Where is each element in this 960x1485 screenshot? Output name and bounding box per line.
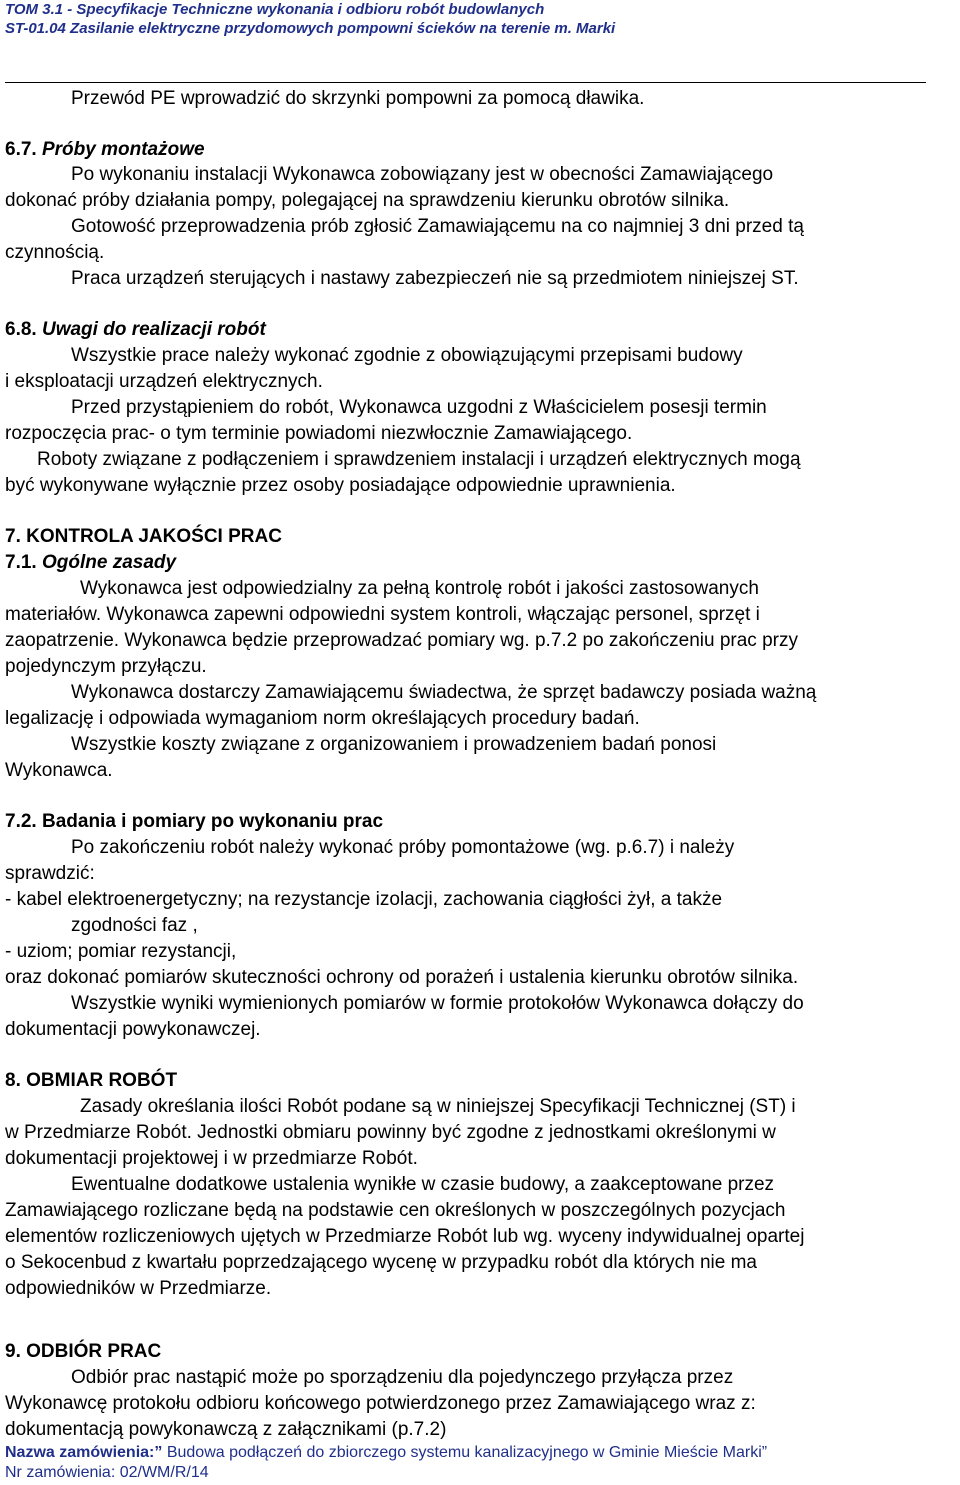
paragraph-line: Praca urządzeń sterujących i nastawy zabezpieczeń nie są przedmiotem niniejszej ST. — [71, 268, 799, 289]
paragraph-line: Gotowość przeprowadzenia prób zgłosić Zamawiającemu na co najmniej 3 dni przed tą — [71, 216, 804, 237]
paragraph-line: dokumentacją powykonawczą z załącznikami (p.7.2) — [5, 1419, 447, 1440]
paragraph-line: Zasady określania ilości Robót podane są w niniejszej Specyfikacji Technicznej (ST) i — [80, 1096, 796, 1117]
paragraph-line: Wszystkie prace należy wykonać zgodnie z obowiązującymi przepisami budowy — [71, 345, 743, 366]
section-heading-9: 9. ODBIÓR PRAC — [5, 1341, 162, 1362]
paragraph-line: i eksploatacji urządzeń elektrycznych. — [5, 371, 323, 392]
list-item: - kabel elektroenergetyczny; na rezystancje izolacji, zachowania ciągłości żył, a także — [5, 889, 723, 910]
paragraph-line: materiałów. Wykonawca zapewni odpowiedni system kontroli, włączając personel, sprzęt i — [5, 604, 760, 625]
paragraph-line: Wykonawcę protokołu odbioru końcowego potwierdzonego przez Zamawiającego wraz z: — [5, 1393, 756, 1414]
paragraph-line: w Przedmiarze Robót. Jednostki obmiaru powinny być zgodne z jednostkami określonymi w — [5, 1122, 776, 1143]
paragraph-line: elementów rozliczeniowych ujętych w Przedmiarze Robót lub wg. wyceny indywidualnej opartej — [5, 1226, 805, 1247]
paragraph-line: pojedynczym przyłączu. — [5, 656, 207, 677]
footer-order-name-label: Nazwa zamówienia:” — [5, 1444, 163, 1461]
paragraph-line: rozpoczęcia prac- o tym terminie powiadomi niezwłocznie Zamawiającego. — [5, 423, 633, 444]
list-item-continuation: zgodności faz , — [71, 915, 198, 936]
section-heading-7: 7. KONTROLA JAKOŚCI PRAC — [5, 526, 282, 547]
paragraph-line: Wszystkie wyniki wymienionych pomiarów w formie protokołów Wykonawca dołączy do — [71, 993, 804, 1014]
paragraph-line: być wykonywane wyłącznie przez osoby posiadające odpowiednie uprawnienia. — [5, 475, 676, 496]
header-divider — [5, 82, 926, 83]
paragraph-line: Przewód PE wprowadzić do skrzynki pompowni za pomocą dławika. — [71, 88, 645, 109]
paragraph-line: Wykonawca dostarczy Zamawiającemu świadectwa, że sprzęt badawczy posiada ważną — [71, 682, 817, 703]
paragraph-line: sprawdzić: — [5, 863, 95, 884]
section-heading-6-8: 6.8. Uwagi do realizacji robót — [5, 319, 266, 340]
footer-order-name — [5, 1443, 767, 1463]
paragraph-line: Po wykonaniu instalacji Wykonawca zobowiązany jest w obecności Zamawiającego — [71, 164, 774, 185]
footer-order-number: Nr zamówienia: 02/WM/R/14 — [5, 1464, 209, 1481]
paragraph-line: Wykonawca. — [5, 760, 113, 781]
section-heading-6-7: 6.7. Próby montażowe — [5, 139, 205, 160]
header-spec-title: ST-01.04 Zasilanie elektryczne przydomowych pompowni ścieków na terenie m. Marki — [5, 20, 616, 37]
footer-order-name-value: Budowa podłączeń do zbiorczego systemu kanalizacyjnego w Gminie Mieście Marki” — [162, 1444, 768, 1461]
paragraph-line: Przed przystąpieniem do robót, Wykonawca uzgodni z Właścicielem posesji termin — [71, 397, 767, 418]
document-header — [5, 0, 615, 38]
header-volume-title: TOM 3.1 - Specyfikacje Techniczne wykonania i odbioru robót budowlanych — [5, 1, 545, 18]
section-heading-7-1: 7.1. Ogólne zasady — [5, 552, 177, 573]
paragraph-line: Po zakończeniu robót należy wykonać próby pomontażowe (wg. p.6.7) i należy — [71, 837, 735, 858]
paragraph-line: Odbiór prac nastąpić może po sporządzeniu dla pojedynczego przyłącza przez — [71, 1367, 734, 1388]
section-heading-7-2: 7.2. Badania i pomiary po wykonaniu prac — [5, 811, 384, 832]
paragraph-line: zaopatrzenie. Wykonawca będzie przeprowadzać pomiary wg. p.7.2 po zakończeniu prac przy — [5, 630, 798, 651]
list-item: - uziom; pomiar rezystancji, — [5, 941, 237, 962]
paragraph-line: Wszystkie koszty związane z organizowaniem i prowadzeniem badań ponosi — [71, 734, 717, 755]
paragraph-line: odpowiedników w Przedmiarze. — [5, 1278, 272, 1299]
paragraph-line: o Sekocenbud z kwartału poprzedzającego wycenę w przypadku robót dla których nie ma — [5, 1252, 757, 1273]
paragraph-line: dokumentacji powykonawczej. — [5, 1019, 261, 1040]
paragraph-line: Wykonawca jest odpowiedzialny za pełną kontrolę robót i jakości zastosowanych — [80, 578, 759, 599]
paragraph-line: czynnością. — [5, 242, 105, 263]
paragraph-line: dokonać próby działania pompy, polegającej na sprawdzeniu kierunku obrotów silnika. — [5, 190, 730, 211]
paragraph-line: legalizację i odpowiada wymaganiom norm określających procedury badań. — [5, 708, 640, 729]
paragraph-line: dokumentacji projektowej i w przedmiarze Robót. — [5, 1148, 418, 1169]
paragraph-line: oraz dokonać pomiarów skuteczności ochrony od porażeń i ustalenia kierunku obrotów silnika. — [5, 967, 799, 988]
paragraph-line: Zamawiającego rozliczane będą na podstawie cen określonych w poszczególnych pozycjach — [5, 1200, 786, 1221]
paragraph-line: Ewentualne dodatkowe ustalenia wynikłe w czasie budowy, a zaakceptowane przez — [71, 1174, 775, 1195]
paragraph-line: Roboty związane z podłączeniem i sprawdzeniem instalacji i urządzeń elektrycznych mogą — [37, 449, 801, 470]
section-heading-8: 8. OBMIAR ROBÓT — [5, 1070, 178, 1091]
